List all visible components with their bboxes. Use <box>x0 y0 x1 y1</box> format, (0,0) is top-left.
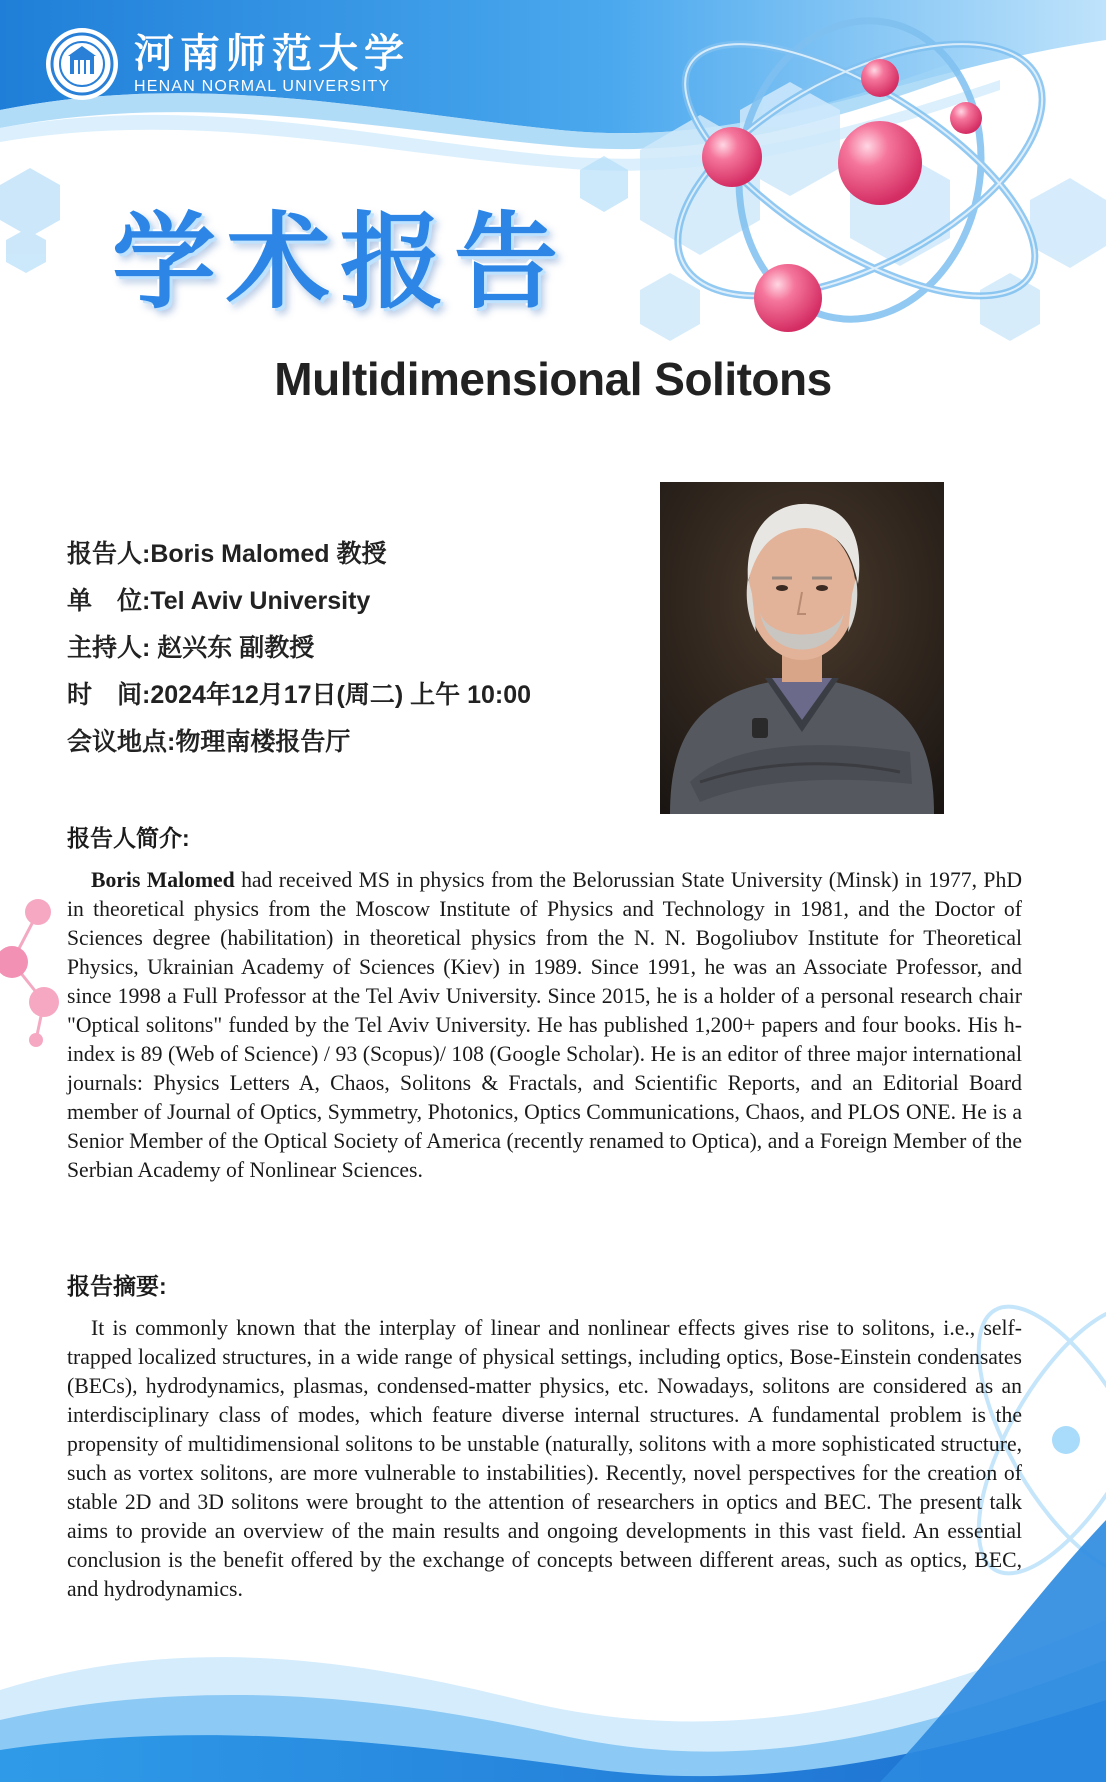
info-row-venue <box>67 724 531 771</box>
speaker-photo <box>660 482 944 814</box>
talk-title: Multidimensional Solitons <box>274 353 832 405</box>
university-seal-icon <box>44 26 120 102</box>
talk-info <box>67 536 531 771</box>
info-label: 时 间: <box>67 681 151 709</box>
university-name-cn: 河南师范大学 <box>134 30 410 77</box>
bio-paragraph <box>67 866 1022 1185</box>
speaker-portrait-image <box>660 482 944 814</box>
abstract-paragraph: It is commonly known that the interplay of linear and nonlinear effects gives rise to solitons, i.e., self-trapped localized structures, in a wide range of physical settings, including optics, Bose-Einstein condensates (BECs), hydrodynamics, plasmas, condensed-matter physics, etc. Nowadays, solitons are considered as an interdisciplinary class of modes, which feature diverse internal structures. A fundamental problem is the propensity of multidimensional solitons to be unstable (naturally, solitons with a more sophisticated structure, such as vortex solitons, are more vulnerable to instabilities). Recently, novel perspectives for the creation of stable 2D and 3D solitons were brought to the attention of researchers in optics and BEC. The present talk aims to provide an overview of the main results and ongoing developments in this vast field. An essential conclusion is the benefit offered by the exchange of concepts between different areas, such as optics, BEC, and hydrodynamics. <box>67 1316 1022 1601</box>
info-label: 会议地点: <box>67 728 176 756</box>
info-value: 物理南楼报告厅 <box>175 728 351 756</box>
info-label: 单 位: <box>67 587 151 615</box>
university-name-en: HENAN NORMAL UNIVERSITY <box>134 78 391 95</box>
info-row-host <box>67 630 531 677</box>
info-label: 报告人: <box>67 540 151 568</box>
info-row-speaker <box>67 536 531 583</box>
bio-heading: 报告人简介: <box>67 825 190 851</box>
info-value: Boris Malomed 教授 <box>150 540 387 568</box>
university-logo <box>44 26 410 102</box>
info-label: 主持人: <box>67 634 151 662</box>
bio-speaker-name: Boris Malomed <box>91 868 235 892</box>
bio-text: had received MS in physics from the Belorussian State University (Minsk) in 1977, PhD in theoretical physics from the Moscow Institute of Physics and Technology in 1981, and the Doctor of Sciences degree (habilitation) in theoretical physics from the N. N. Bogoliubov Institute for Theoretical Physics, Ukrainian Academy of Sciences (Kiev) in 1989. Since 1991, he was an Associate Professor, and since 1998 a Full Professor at the Tel Aviv University. Since 2015, he is a holder of a personal research chair "Optical solitons" funded by the Tel Aviv University. He has published 1,200+ papers and four books. His h-index is 89 (Web of Science) / 93 (Scopus)/ 108 (Google Scholar). He is an editor of three major international journals: Physics Letters A, Chaos, Solitons & Fractals, and Scientific Reports, and an Editorial Board member of Journal of Optics, Symmetry, Photonics, Optics Communications, Chaos, and PLOS ONE. He is a Senior Member of the Optical Society of America (recently renamed to Optica), and a Foreign Member of the Serbian Academy of Nonlinear Sciences. <box>67 868 1023 1182</box>
abstract-heading: 报告摘要: <box>67 1273 167 1299</box>
banner-title: 学术报告 <box>112 201 569 323</box>
info-value: 2024年12月17日(周二) 上午 10:00 <box>150 681 532 709</box>
info-row-time <box>67 677 531 724</box>
info-row-affiliation <box>67 583 531 630</box>
info-value: Tel Aviv University <box>150 587 371 615</box>
info-value: 赵兴东 副教授 <box>150 634 315 662</box>
